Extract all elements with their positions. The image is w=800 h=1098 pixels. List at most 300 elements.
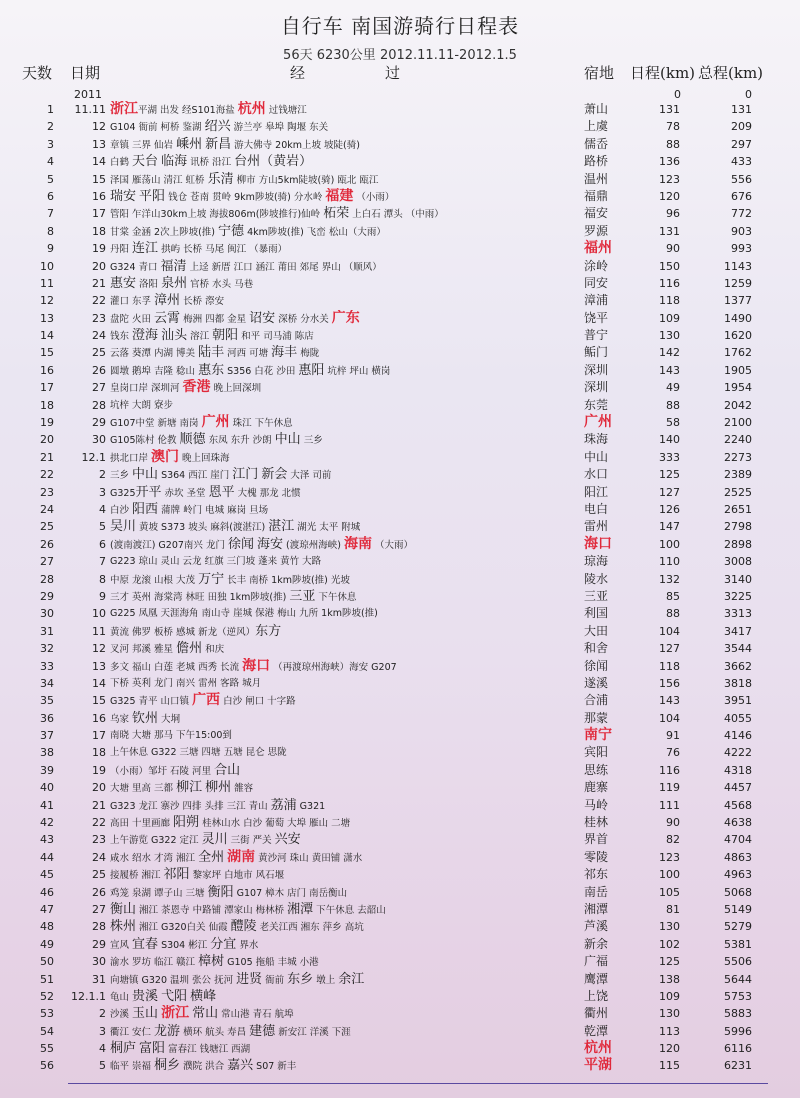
header-route: 经过: [290, 64, 481, 82]
date-cell: 24: [92, 850, 106, 864]
lodging-cell: 涂岭: [584, 258, 609, 273]
date-cell: 4: [99, 502, 106, 516]
date-cell: 22: [92, 294, 106, 308]
total-distance-cell: 3313: [724, 607, 752, 621]
date-cell: 28: [92, 398, 106, 412]
table-row: [0, 727, 800, 744]
table-row: [0, 536, 800, 553]
day-number: 6: [47, 189, 54, 203]
total-distance-cell: 3544: [724, 642, 752, 656]
lodging-cell: 珠海: [584, 432, 609, 447]
day-number: 56: [40, 1059, 54, 1073]
route-cell: 吴川 黄坡 S373 坡头 麻斜(渡湛江) 湛江 湖光 太平 附城: [110, 519, 361, 535]
lodging-cell: 饶平: [584, 310, 609, 325]
date-cell: 29: [92, 416, 106, 430]
total-distance-cell: 2525: [724, 485, 752, 499]
table-row: [0, 449, 800, 466]
day-number: 49: [40, 937, 54, 951]
lodging-cell: 桂林: [584, 815, 609, 830]
table-row: [0, 327, 800, 344]
total-distance-cell: 4568: [724, 798, 752, 812]
daily-distance-cell: 130: [659, 329, 680, 343]
route-cell: 坑梓 大朗 寮步: [110, 399, 174, 411]
day-number: 22: [40, 468, 54, 482]
total-distance-cell: 3951: [724, 694, 752, 708]
route-cell: 鸡笼 泉湖 谭子山 三塘 衡阳 G107 樟木 店门 南岳衡山: [110, 884, 348, 900]
date-cell: 5: [99, 520, 106, 534]
daily-distance-cell: 123: [659, 850, 680, 864]
date-cell: 2: [99, 1007, 106, 1021]
day-number: 7: [47, 207, 54, 221]
daily-distance-cell: 120: [659, 189, 680, 203]
route-cell: 皇岗口岸 深圳河 香港 晚上回深圳: [110, 379, 262, 396]
date-cell: 24: [92, 329, 106, 343]
lodging-cell: 遂溪: [584, 675, 609, 690]
lodging-cell: 阳江: [584, 484, 609, 499]
date-cell: 15: [92, 694, 106, 708]
daily-distance-cell: 76: [666, 746, 680, 760]
total-distance-cell: 3225: [724, 589, 752, 603]
table-row: [0, 205, 800, 222]
table-row: [0, 1057, 800, 1074]
route-cell: 高田 十里画廊 阳朔 桂林山水 白沙 葡萄 大埠 雁山 二塘: [110, 815, 351, 831]
day-number: 51: [40, 972, 54, 986]
table-row: [0, 397, 800, 414]
table-row: [0, 849, 800, 866]
total-distance-cell: 2651: [724, 502, 752, 516]
table-row: [0, 118, 800, 135]
bottom-divider: [68, 1083, 768, 1084]
route-cell: G325 青平 山口镇 广西 白沙 闸口 十字路: [110, 692, 296, 709]
total-distance-cell: 1905: [724, 363, 752, 377]
daily-distance-cell: 102: [659, 937, 680, 951]
total-distance-cell: 2100: [724, 416, 752, 430]
daily-distance-cell: 85: [666, 589, 680, 603]
route-cell: G324 青口 福清 上迳 新厝 江口 涵江 莆田 郊尾 界山 （顺风）: [110, 258, 382, 274]
table-row: [0, 797, 800, 814]
lodging-cell: 温州: [584, 171, 609, 186]
day-number: 31: [40, 624, 54, 638]
daily-distance-cell: 136: [659, 155, 680, 169]
daily-distance-cell: 131: [659, 103, 680, 116]
table-row: [0, 1023, 800, 1040]
date-cell: 16: [92, 711, 106, 725]
daily-distance-cell: 109: [659, 989, 680, 1003]
total-distance-cell: 3140: [724, 572, 752, 586]
daily-distance-cell: 109: [659, 311, 680, 325]
daily-distance-cell: 116: [659, 763, 680, 777]
day-number: 38: [40, 746, 54, 760]
table-row: [0, 658, 800, 675]
page-subtitle: 56天 6230公里 2012.11.11-2012.1.5: [283, 48, 517, 63]
total-distance-cell: 433: [731, 155, 752, 169]
route-cell: 甘棠 金涵 2次上陟坡(推) 宁德 4km陟坡(推) 飞峦 松山（大雨）: [110, 223, 386, 239]
day-number: 4: [47, 155, 54, 169]
total-distance-cell: 676: [731, 189, 752, 203]
date-cell: 27: [92, 902, 106, 916]
lodging-cell: 上虞: [584, 119, 609, 134]
header-lodging: 宿地: [584, 64, 615, 82]
daily-distance-cell: 81: [666, 902, 680, 916]
lodging-cell: 和舍: [584, 641, 609, 656]
daily-distance-cell: 88: [666, 398, 680, 412]
day-number: 9: [47, 242, 54, 256]
route-cell: 管阳 乍洋山30km上坡 海拔806m(陟坡推行)仙岭 柘荣 上白石 潭头 （中雨）: [110, 206, 444, 222]
total-distance-cell: 556: [731, 172, 752, 186]
lodging-cell: 零陵: [584, 849, 609, 864]
route-cell: 上午休息 G322 三塘 四塘 五塘 昆仑 思陇: [110, 747, 287, 759]
total-distance-cell: 1259: [724, 276, 752, 290]
daily-distance-cell: 82: [666, 833, 680, 847]
total-distance-cell: 131: [731, 103, 752, 116]
table-row: [0, 571, 800, 588]
lodging-cell: 深圳: [584, 362, 609, 377]
date-cell: 20: [92, 781, 106, 795]
date-cell: 14: [92, 676, 106, 690]
route-cell: 圆墩 鹅埠 吉隆 稔山 惠东 S356 白花 沙田 惠阳 坑梓 坪山 横岗: [110, 362, 391, 378]
daily-distance-cell: 143: [659, 363, 680, 377]
date-cell: 17: [92, 207, 106, 221]
table-row: [0, 779, 800, 796]
total-distance-cell: 6231: [724, 1059, 752, 1073]
date-cell: 6: [99, 537, 106, 551]
date-cell: 14: [92, 155, 106, 169]
route-cell: 接履桥 湘江 祁阳 黎家坪 白地市 风石堰: [110, 867, 285, 883]
route-cell: 丹阳 连江 拱屿 长桥 马尾 闽江 （暴雨）: [110, 241, 288, 257]
total-distance-cell: 4863: [724, 850, 752, 864]
route-cell: 乌家 钦州 大垌: [110, 710, 181, 726]
lodging-cell: 鲘门: [584, 345, 609, 360]
daily-distance-cell: 111: [659, 798, 680, 812]
day-number: 36: [40, 711, 54, 725]
day-number: 32: [40, 642, 54, 656]
daily-distance-cell: 78: [666, 120, 680, 134]
route-cell: 大塘 里高 三都 柳江 柳州 雒容: [110, 780, 254, 796]
route-cell: 株州 湘江 G320白关 仙霞 醴陵 老关江西 湘东 萍乡 高坑: [110, 919, 364, 935]
table-row: [0, 675, 800, 692]
table-row: [0, 1005, 800, 1022]
lodging-cell: 上饶: [584, 988, 609, 1003]
total-distance-cell: 5644: [724, 972, 752, 986]
route-cell: 南晓 大塘 那马 下午15:00到: [110, 730, 232, 742]
date-cell: 21: [92, 798, 106, 812]
route-cell: G325开平 赤坎 圣堂 恩平 大槐 那龙 北惯: [110, 484, 301, 500]
lodging-cell: 琼海: [584, 554, 609, 569]
date-cell: 21: [92, 276, 106, 290]
route-cell: 三乡 中山 S364 西江 崖门 江门 新会 大泽 司前: [110, 467, 332, 483]
day-number: 35: [40, 694, 54, 708]
table-row: [0, 605, 800, 622]
day-number: 20: [40, 433, 54, 447]
date-cell: 12.1: [81, 450, 106, 464]
lodging-cell: 中山: [584, 449, 609, 464]
total-distance-cell: 5381: [724, 937, 752, 951]
route-cell: 瑞安 平阳 钱仓 苍南 贯岭 9km陟坡(骑) 分水岭 福建 （小雨）: [110, 187, 395, 204]
total-distance-cell: 5753: [724, 989, 752, 1003]
lodging-cell: 电白: [584, 501, 609, 516]
daily-distance-cell: 126: [659, 502, 680, 516]
date-cell: 28: [92, 920, 106, 934]
date-cell: 30: [92, 433, 106, 447]
header-daily-distance: 日程(km): [630, 64, 696, 82]
daily-distance-cell: 138: [659, 972, 680, 986]
route-cell: 灌口 东孚 漳州 长桥 漈安: [110, 293, 225, 309]
total-distance-cell: 2042: [724, 398, 752, 412]
table-row: [0, 640, 800, 657]
schedule-table: [0, 101, 800, 1075]
table-row: [0, 292, 800, 309]
total-distance-cell: 772: [731, 207, 752, 221]
day-number: 41: [40, 798, 54, 812]
total-distance-cell: 1377: [724, 294, 752, 308]
total-distance-cell: 4222: [724, 746, 752, 760]
date-cell: 31: [92, 972, 106, 986]
day-number: 13: [40, 311, 54, 325]
lodging-cell: 福州: [584, 240, 612, 257]
total-distance-cell: 5149: [724, 902, 752, 916]
lodging-cell: 雷州: [584, 519, 609, 534]
table-row: [0, 171, 800, 188]
date-cell: 11: [92, 624, 106, 638]
daily-distance-cell: 123: [659, 172, 680, 186]
route-cell: 云落 葵潭 内湖 博美 陆丰 河西 可塘 海丰 梅陇: [110, 345, 320, 361]
route-cell: 渝水 罗坊 临江 赣江 樟树 G105 拖船 丰城 小港: [110, 954, 319, 970]
table-row: [0, 884, 800, 901]
total-distance-cell: 1143: [724, 259, 752, 273]
lodging-cell: 祁东: [584, 867, 609, 882]
start-daily: 0: [674, 88, 681, 101]
day-number: 8: [47, 224, 54, 238]
daily-distance-cell: 142: [659, 346, 680, 360]
table-row: [0, 101, 800, 118]
day-number: 34: [40, 676, 54, 690]
table-row: [0, 866, 800, 883]
total-distance-cell: 1762: [724, 346, 752, 360]
daily-distance-cell: 100: [659, 537, 680, 551]
route-cell: 上午游览 G322 定江 灵川 三街 严关 兴安: [110, 832, 301, 848]
total-distance-cell: 2273: [724, 450, 752, 464]
lodging-cell: 罗源: [584, 223, 609, 238]
daily-distance-cell: 127: [659, 485, 680, 499]
route-cell: 衢江 安仁 龙游 横环 航头 寿昌 建德 新安江 洋溪 下涯: [110, 1023, 351, 1039]
total-distance-cell: 4963: [724, 868, 752, 882]
lodging-cell: 衢州: [584, 1006, 609, 1021]
day-number: 52: [40, 989, 54, 1003]
lodging-cell: 新余: [584, 936, 609, 951]
day-number: 37: [40, 729, 54, 743]
daily-distance-cell: 115: [659, 1059, 680, 1073]
daily-distance-cell: 127: [659, 642, 680, 656]
day-number: 14: [40, 329, 54, 343]
daily-distance-cell: 100: [659, 868, 680, 882]
route-cell: 盘陀 火田 云霄 梅洲 四都 金星 诏安 深桥 分水关 广东: [110, 309, 360, 326]
table-row: [0, 258, 800, 275]
daily-distance-cell: 125: [659, 955, 680, 969]
day-number: 5: [47, 172, 54, 186]
table-row: [0, 692, 800, 709]
total-distance-cell: 903: [731, 224, 752, 238]
route-cell: G104 衙前 柯桥 鉴湖 绍兴 游兰亭 皋埠 陶堰 东关: [110, 119, 329, 135]
lodging-cell: 广州: [584, 414, 612, 431]
lodging-cell: 南宁: [584, 727, 612, 744]
lodging-cell: 福鼎: [584, 188, 609, 203]
date-cell: 25: [92, 346, 106, 360]
total-distance-cell: 4457: [724, 781, 752, 795]
date-cell: 8: [99, 572, 106, 586]
date-cell: 19: [92, 242, 106, 256]
route-cell: 临平 崇福 桐乡 濮院 洪合 嘉兴 S07 新丰: [110, 1058, 297, 1074]
route-cell: 下桥 英利 龙门 南兴 雷州 客路 城月: [110, 677, 262, 689]
date-cell: 12: [92, 642, 106, 656]
lodging-cell: 乾潭: [584, 1023, 609, 1038]
total-distance-cell: 5883: [724, 1007, 752, 1021]
day-number: 43: [40, 833, 54, 847]
total-distance-cell: 1490: [724, 311, 752, 325]
day-number: 42: [40, 816, 54, 830]
total-distance-cell: 4146: [724, 729, 752, 743]
date-cell: 13: [92, 137, 106, 151]
day-number: 29: [40, 589, 54, 603]
daily-distance-cell: 125: [659, 468, 680, 482]
route-cell: G107中堂 新塘 南岗 广州 珠江 下午休息: [110, 414, 293, 431]
lodging-cell: 那蒙: [584, 710, 609, 725]
table-row: [0, 588, 800, 605]
lodging-cell: 漳浦: [584, 293, 609, 308]
lodging-cell: 合浦: [584, 693, 609, 708]
date-cell: 20: [92, 259, 106, 273]
table-row: [0, 136, 800, 153]
route-cell: 黄流 佛罗 板桥 感城 新龙（逆风）东方: [110, 623, 282, 639]
day-number: 28: [40, 572, 54, 586]
table-row: [0, 901, 800, 918]
total-distance-cell: 2898: [724, 537, 752, 551]
lodging-cell: 利国: [584, 606, 609, 621]
daily-distance-cell: 88: [666, 607, 680, 621]
route-cell: G223 琼山 灵山 云龙 红旗 三门坡 蓬来 黄竹 大路: [110, 556, 322, 568]
table-row: [0, 988, 800, 1005]
total-distance-cell: 3818: [724, 676, 752, 690]
daily-distance-cell: 333: [659, 450, 680, 464]
route-cell: G225 凤凰 天涯海角 南山寺 崖城 保港 梅山 九所 1km陟坡(推): [110, 608, 378, 620]
day-number: 54: [40, 1024, 54, 1038]
year-label: 2011: [74, 88, 102, 101]
table-row: [0, 379, 800, 396]
date-cell: 3: [99, 1024, 106, 1038]
table-row: [0, 484, 800, 501]
day-number: 55: [40, 1042, 54, 1056]
lodging-cell: 陵水: [584, 571, 609, 586]
day-number: 18: [40, 398, 54, 412]
lodging-cell: 大田: [584, 623, 609, 638]
day-number: 40: [40, 781, 54, 795]
table-row: [0, 971, 800, 988]
table-row: [0, 831, 800, 848]
date-cell: 9: [99, 589, 106, 603]
daily-distance-cell: 143: [659, 694, 680, 708]
total-distance-cell: 209: [731, 120, 752, 134]
day-number: 16: [40, 363, 54, 377]
lodging-cell: 路桥: [584, 154, 609, 169]
table-row: [0, 518, 800, 535]
date-cell: 11.11: [74, 103, 106, 116]
date-cell: 17: [92, 729, 106, 743]
date-cell: 10: [92, 607, 106, 621]
table-row: [0, 240, 800, 257]
table-row: [0, 275, 800, 292]
table-row: [0, 744, 800, 761]
table-row: [0, 223, 800, 240]
route-cell: (渡南渡江) G207南兴 龙门 徐闻 海安 (渡琼州海峡) 海南 （大雨）: [110, 535, 414, 552]
day-number: 10: [40, 259, 54, 273]
day-number: 17: [40, 381, 54, 395]
date-cell: 2: [99, 468, 106, 482]
date-cell: 29: [92, 937, 106, 951]
total-distance-cell: 2240: [724, 433, 752, 447]
lodging-cell: 三亚: [584, 588, 609, 603]
route-cell: 浙江平湖 出发 经S101海盐 杭州 过钱塘江: [110, 101, 307, 117]
daily-distance-cell: 49: [666, 381, 680, 395]
daily-distance-cell: 118: [659, 659, 680, 673]
day-number: 44: [40, 850, 54, 864]
date-cell: 19: [92, 763, 106, 777]
day-number: 45: [40, 868, 54, 882]
table-row: [0, 953, 800, 970]
table-row: [0, 431, 800, 448]
lodging-cell: 鹰潭: [584, 971, 609, 986]
daily-distance-cell: 130: [659, 920, 680, 934]
table-row: [0, 918, 800, 935]
daily-distance-cell: 120: [659, 1042, 680, 1056]
total-distance-cell: 3008: [724, 555, 752, 569]
daily-distance-cell: 110: [659, 555, 680, 569]
date-cell: 26: [92, 885, 106, 899]
date-cell: 3: [99, 485, 106, 499]
total-distance-cell: 4704: [724, 833, 752, 847]
total-distance-cell: 3417: [724, 624, 752, 638]
total-distance-cell: 4055: [724, 711, 752, 725]
total-distance-cell: 5279: [724, 920, 752, 934]
day-number: 26: [40, 537, 54, 551]
lodging-cell: 南岳: [584, 884, 609, 899]
route-cell: 咸水 绍水 才湾 湘江 全州 湖南 黄沙河 珠山 黄田铺 潇水: [110, 848, 363, 865]
day-number: 24: [40, 502, 54, 516]
date-cell: 16: [92, 189, 106, 203]
total-distance-cell: 6116: [724, 1042, 752, 1056]
lodging-cell: 思练: [584, 762, 609, 777]
table-row: [0, 153, 800, 170]
route-cell: G105陈村 伦教 顺德 东凤 东升 沙朗 中山 三乡: [110, 432, 323, 448]
daily-distance-cell: 90: [666, 242, 680, 256]
date-cell: 7: [99, 555, 106, 569]
daily-distance-cell: 90: [666, 816, 680, 830]
date-cell: 22: [92, 816, 106, 830]
start-total: 0: [745, 88, 752, 101]
route-cell: 宣风 宜春 S304 彬江 分宜 界水: [110, 936, 259, 952]
route-cell: G323 龙江 寨沙 四排 头排 三江 青山 荔浦 G321: [110, 797, 326, 813]
route-cell: 白沙 阳西 蒲牌 岭门 电城 麻岗 旦场: [110, 501, 269, 517]
daily-distance-cell: 140: [659, 433, 680, 447]
lodging-cell: 鹿寨: [584, 780, 609, 795]
route-cell: 三才 英州 海棠湾 林旺 田独 1km陟坡(推) 三亚 下午休息: [110, 588, 357, 604]
total-distance-cell: 5506: [724, 955, 752, 969]
total-distance-cell: 4318: [724, 763, 752, 777]
lodging-cell: 东莞: [584, 397, 609, 412]
route-cell: 叉河 邦溪 雅星 儋州 和庆: [110, 641, 225, 657]
route-cell: 泽国 雁荡山 清江 虹桥 乐清 柳市 方山5km陡坡(骑) 瓯北 瓯江: [110, 171, 379, 187]
route-cell: 白鹤 天台 临海 讯桥 沿江 台州（黄岩）: [110, 154, 313, 170]
lodging-cell: 福安: [584, 206, 609, 221]
route-cell: 多文 福山 白莲 老城 西秀 长流 海口 （再渡琼州海峡）海安 G207: [110, 657, 397, 674]
